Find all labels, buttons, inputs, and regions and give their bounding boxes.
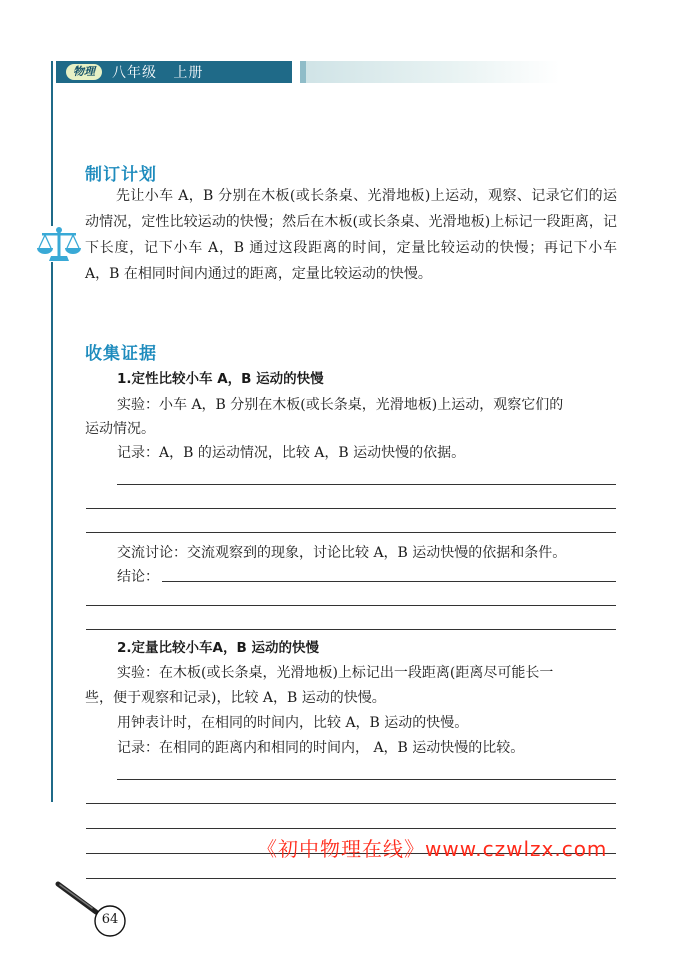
part1-record: 记录：A，B 的运动情况，比较 A，B 运动快慢的依据。 <box>117 445 466 461</box>
balance-scale-icon <box>36 226 82 262</box>
answer-line <box>86 508 616 509</box>
part1-conclusion-label: 结论： <box>117 569 159 585</box>
subject-badge: 物理 <box>66 64 102 80</box>
answer-line <box>86 828 616 829</box>
part2-experiment-line2: 些，便于观察和记录)，比较 A，B 运动的快慢。 <box>85 690 386 706</box>
section-title-evidence: 收集证据 <box>85 344 157 364</box>
watermark-text: 《初中物理在线》www.czwlzx.com <box>257 837 608 861</box>
answer-line <box>86 629 616 630</box>
header-decoration <box>300 61 560 83</box>
plan-paragraph: 先让小车 A，B 分别在木板(或长条桌、光滑地板)上运动，观察、记录它们的运动情况，定性比较运动的快慢；然后在木板(或长条桌、光滑地板)上标记一段距离，记下长度，记下小车 A，B 通过这段距离的时间，定量比较运动的快慢；再记下小车 A，B 在相同时间内通过的距离，定量比较运动的快慢。 <box>85 188 617 282</box>
margin-line-top <box>51 61 53 226</box>
section-title-plan: 制订计划 <box>85 165 157 185</box>
part1-experiment-line1: 实验：小车 A，B 分别在木板(或长条桌，光滑地板)上运动，观察它们的 <box>117 397 564 413</box>
answer-line <box>86 605 616 606</box>
part1-title: 1.定性比较小车 A，B 运动的快慢 <box>117 371 324 387</box>
conclusion-line <box>162 581 616 582</box>
part2-record: 记录：在相同的距离内和相同的时间内， A，B 运动快慢的比较。 <box>117 740 525 756</box>
part1-experiment-line2: 运动情况。 <box>85 421 155 437</box>
part1-discussion: 交流讨论：交流观察到的现象，讨论比较 A，B 运动快慢的依据和条件。 <box>117 545 567 561</box>
part2-title: 2.定量比较小车A，B 运动的快慢 <box>117 640 319 656</box>
part2-experiment-line1: 实验：在木板(或长条桌，光滑地板)上标记出一段距离(距离尽可能长一 <box>117 665 554 681</box>
header-bar <box>56 61 292 83</box>
grade-label: 八年级 上册 <box>112 65 204 81</box>
margin-line-bottom <box>51 262 53 802</box>
answer-line <box>86 803 616 804</box>
part2-timer-line: 用钟表计时，在相同的时间内，比较 A，B 运动的快慢。 <box>117 715 469 731</box>
answer-line <box>117 484 616 485</box>
answer-line <box>117 779 616 780</box>
answer-line <box>86 878 616 879</box>
page-number: 64 <box>101 912 119 927</box>
answer-line <box>86 532 616 533</box>
